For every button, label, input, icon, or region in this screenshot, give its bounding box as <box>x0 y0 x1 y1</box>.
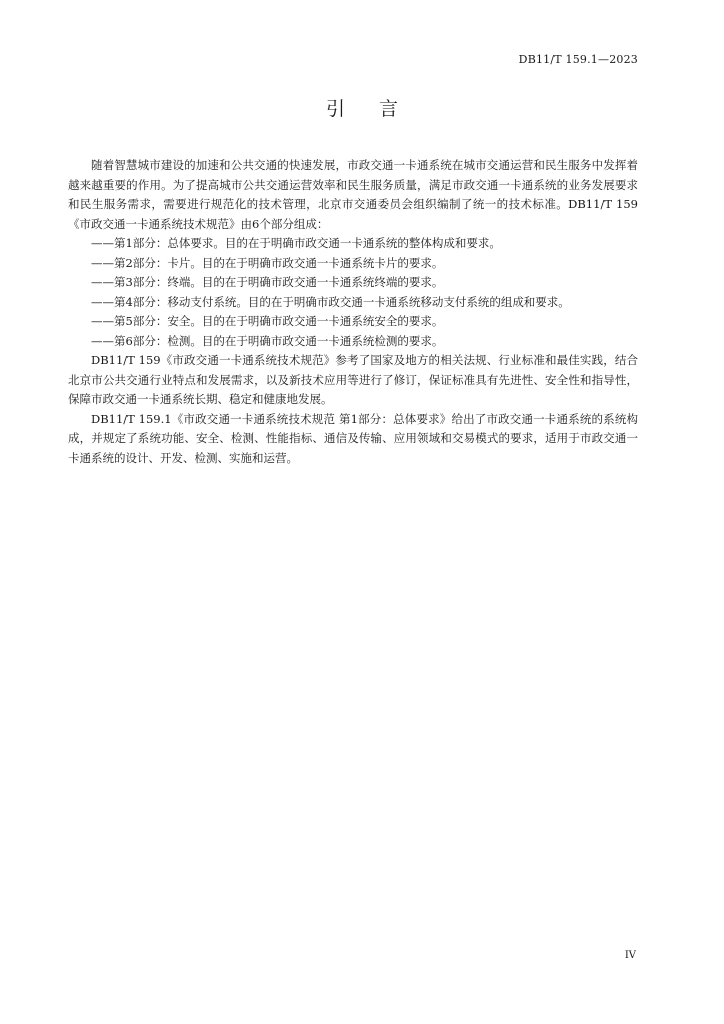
list-item-part-5: ——第5部分：安全。目的在于明确市政交通一卡通系统安全的要求。 <box>91 314 444 328</box>
list-item-part-6: ——第6部分：检测。目的在于明确市政交通一卡通系统检测的要求。 <box>91 333 444 348</box>
body-text <box>68 156 638 468</box>
list-item-part-2: ——第2部分：卡片。目的在于明确市政交通一卡通系统卡片的要求。 <box>91 255 444 270</box>
intro-paragraph: 随着智慧城市建设的加速和公共交通的快速发展，市政交通一卡通系统在城市交通运营和民生服务中发挥着越来越重要的作用。为了提高城市公共交通运营效率和民生服务质量，满足市政交通一卡通系统的业务发展要求和民生服务需求，需要进行规范化的技术管理，北京市交通委员会组织编制了统一的技术标准。DB11/T 159《市政交通一卡通系统技术规范》由6个部分组成： <box>68 158 638 231</box>
revision-paragraph: DB11/T 159《市政交通一卡通系统技术规范》参考了国家及地方的相关法规、行业标准和最佳实践，结合北京市公共交通行业特点和发展需求，以及新技术应用等进行了修订，保证标准具有先进性、安全性和指导性，保障市政交通一卡通系统长期、稳定和健康地发展。 <box>68 353 638 406</box>
page-title: 引言 <box>325 98 432 120</box>
list-item-part-1: ——第1部分：总体要求。目的在于明确市政交通一卡通系统的整体构成和要求。 <box>91 236 501 250</box>
list-item-part-4: ——第4部分：移动支付系统。目的在于明确市政交通一卡通系统移动支付系统的组成和要求。 <box>91 294 570 309</box>
document-code: DB11/T 159.1—2023 <box>518 53 638 66</box>
scope-paragraph: DB11/T 159.1《市政交通一卡通系统技术规范 第1部分：总体要求》给出了市政交通一卡通系统的系统构成，并规定了系统功能、安全、检测、性能指标、通信及传输、应用领域和交易模式的要求，适用于市政交通一卡通系统的设计、开发、检测、实施和运营。 <box>68 411 638 465</box>
list-item-part-3: ——第3部分：终端。目的在于明确市政交通一卡通系统终端的要求。 <box>91 275 444 289</box>
page-number: IV <box>624 950 636 961</box>
